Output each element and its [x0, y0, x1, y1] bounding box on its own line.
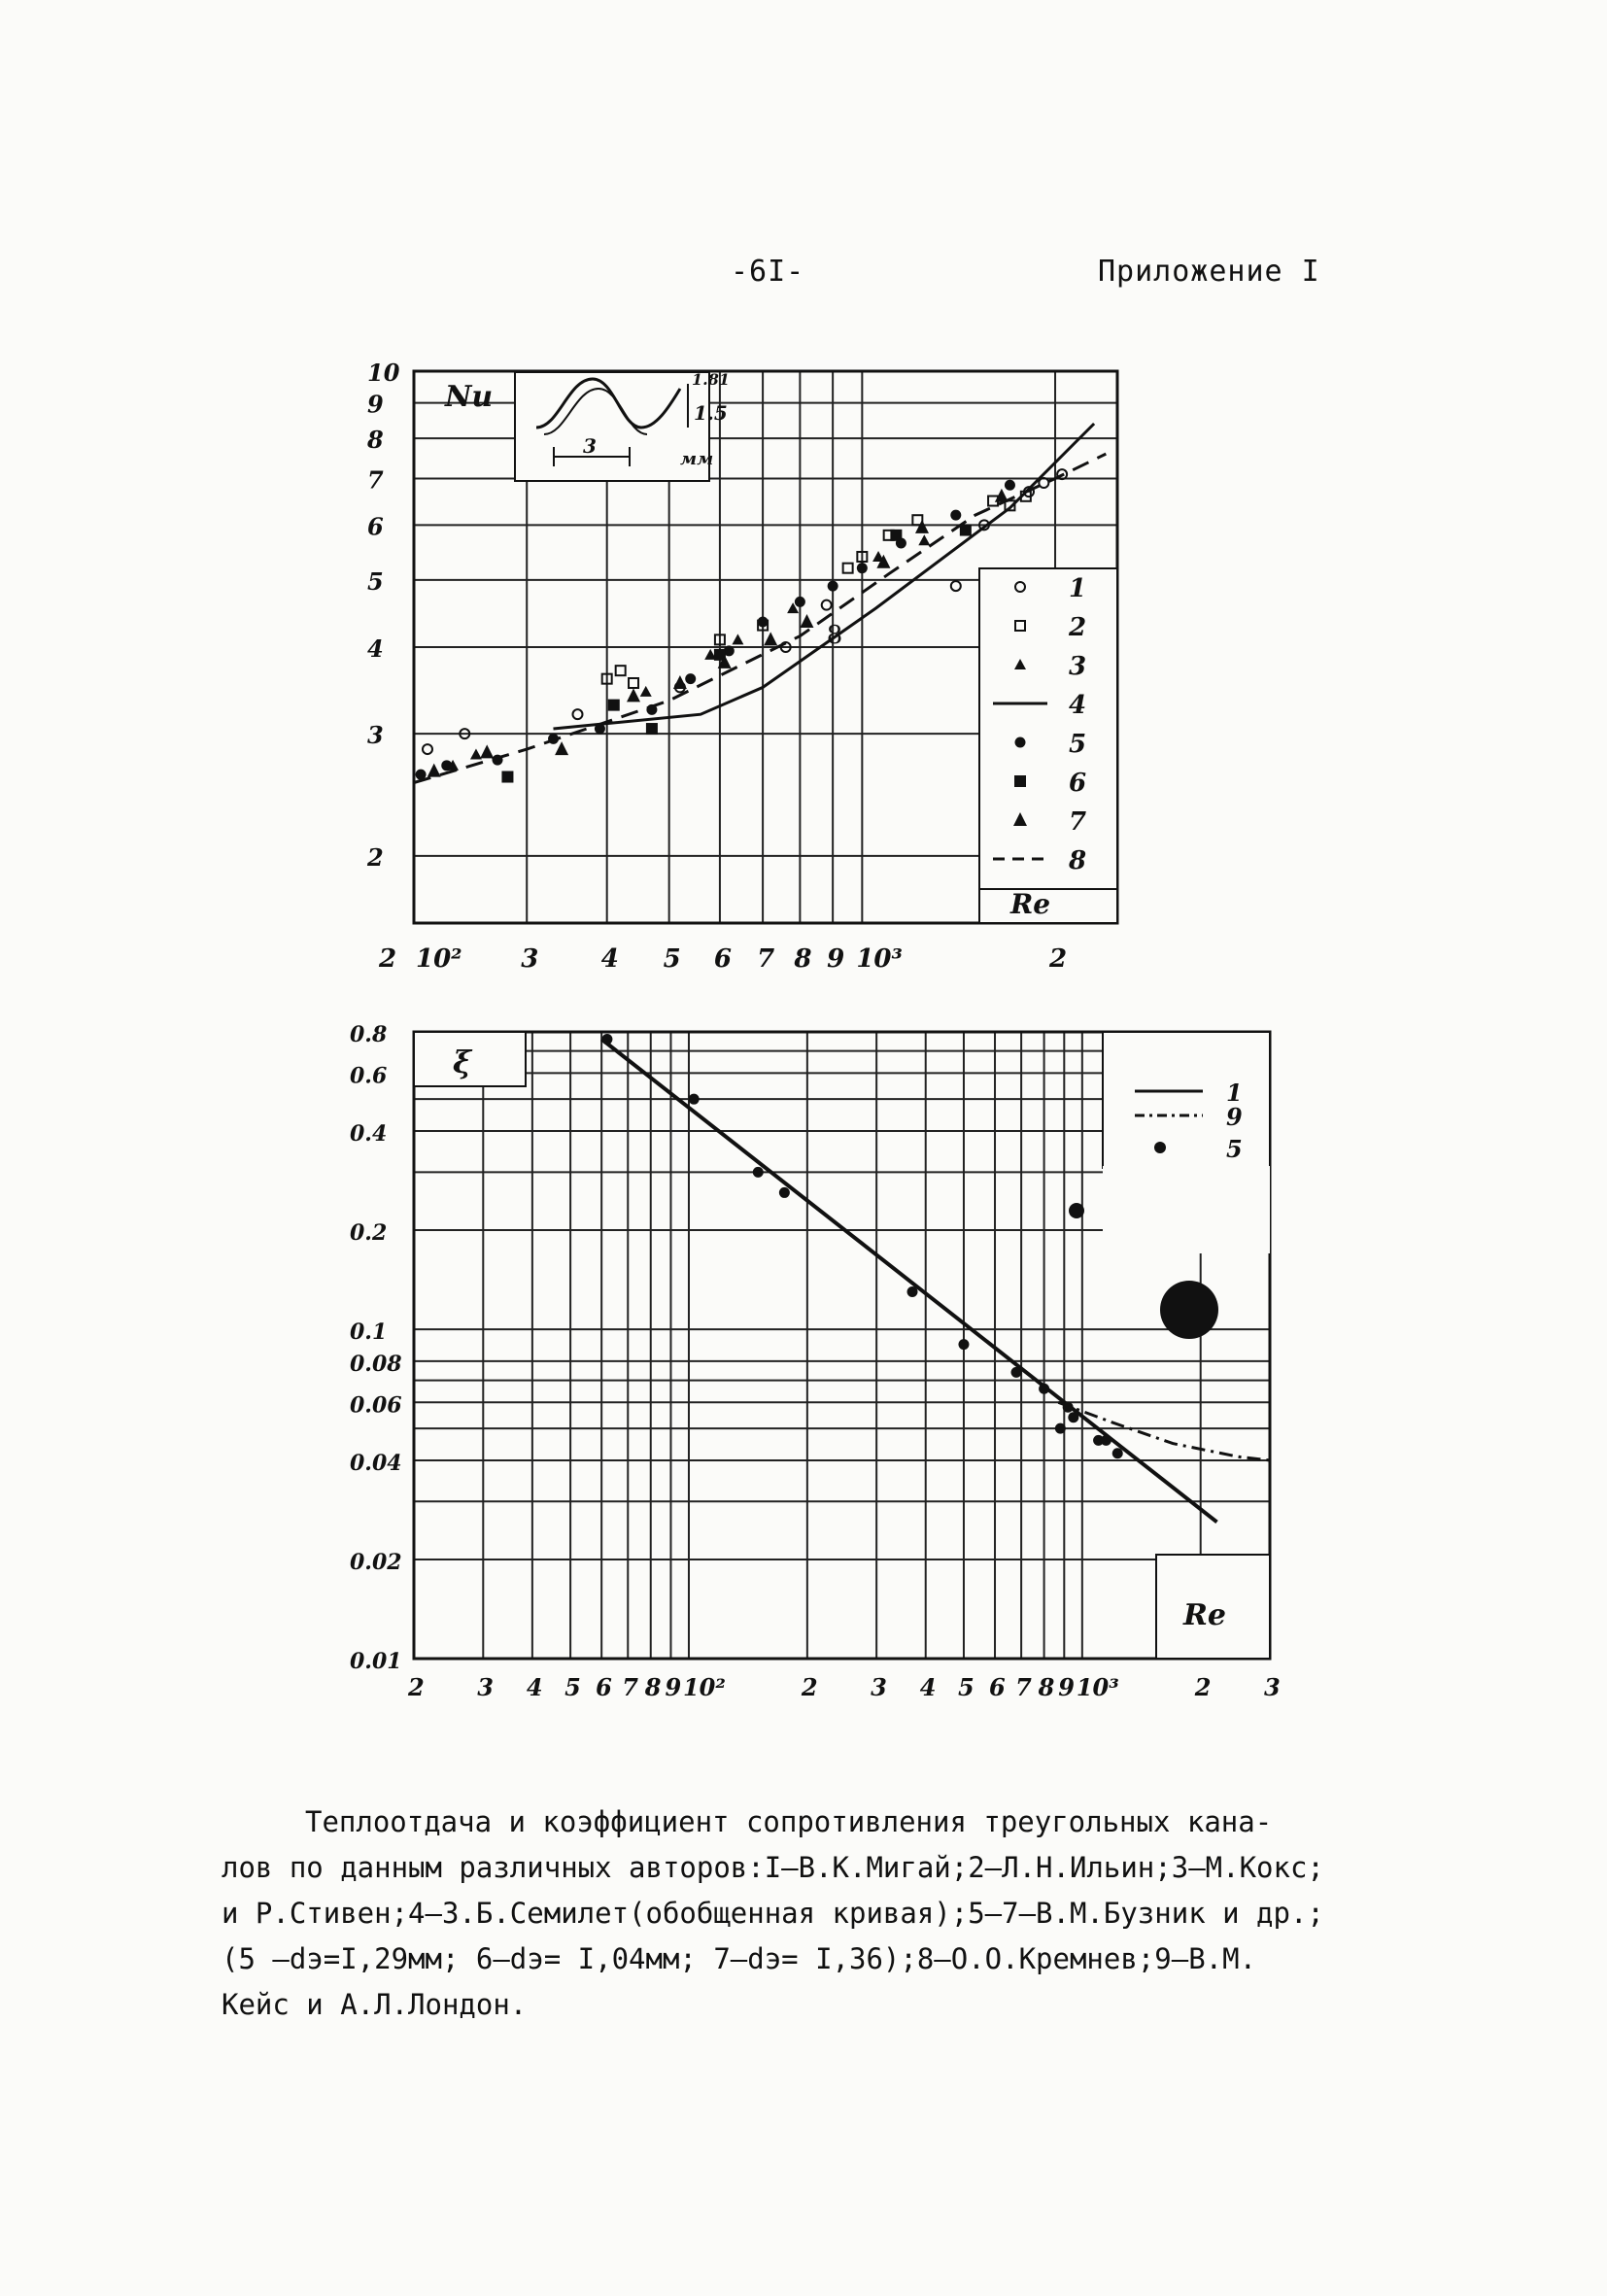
inset-dimension-b: 1.5: [694, 401, 728, 425]
data-point-series-5: [416, 770, 427, 780]
legend-marker: [1154, 1142, 1166, 1153]
data-point-series-5: [753, 1167, 764, 1178]
data-point-series-7: [555, 741, 568, 755]
data-point-series-7: [673, 675, 687, 689]
x-tick-label: 10²: [416, 944, 462, 974]
inset-dimension-a: 3: [583, 434, 597, 458]
appendix-label: Приложение I: [1098, 255, 1320, 289]
x-tick-label: 3: [521, 944, 539, 974]
legend-box-fill: [1103, 1166, 1270, 1253]
data-point-series-5: [1039, 1384, 1049, 1394]
y-tick-label: 0.1: [350, 1319, 388, 1346]
data-point-series-7: [764, 632, 777, 645]
page-number: -6I-: [731, 255, 805, 289]
data-point-series-2: [843, 564, 853, 573]
data-point-series-7: [800, 614, 813, 628]
data-point-series-5: [795, 597, 805, 607]
x-tick-label: 5: [564, 1673, 581, 1701]
ink-dot: [1069, 1203, 1084, 1218]
figure-caption: [222, 1799, 1426, 2028]
x-axis-label: Re: [1010, 888, 1051, 920]
data-point-series-6: [608, 700, 620, 711]
x-axis-label: Re: [1183, 1598, 1227, 1632]
caption-line: Теплоотдача и коэффициент сопротивления треугольных кана-: [305, 1805, 1273, 1838]
legend-label: 5: [1069, 730, 1087, 759]
x-tick-label: 5: [957, 1673, 974, 1701]
legend-label: 5: [1226, 1135, 1243, 1163]
y-tick-label: 0.6: [350, 1063, 388, 1089]
x-tick-label: 6: [713, 944, 733, 974]
data-point-series-5: [1068, 1412, 1078, 1422]
data-point-series-1: [822, 600, 832, 610]
legend-label: 4: [1069, 691, 1087, 720]
data-point-series-2: [629, 678, 638, 688]
x-tick-label: 6: [596, 1673, 612, 1701]
x-tick-label: 2: [1049, 944, 1068, 974]
y-tick-label: 0.4: [350, 1121, 388, 1148]
data-point-series-5: [548, 734, 559, 744]
data-point-series-6: [646, 723, 658, 735]
x-tick-label: 2: [1194, 1673, 1212, 1701]
y-tick-label: 0.01: [350, 1649, 402, 1674]
x-tick-label: 7: [757, 944, 775, 974]
data-point-series-1: [572, 709, 582, 719]
x-tick-label: 2: [408, 1673, 425, 1701]
data-point-series-5: [595, 724, 605, 735]
data-point-series-5: [857, 563, 868, 573]
x-tick-label: 8: [1038, 1673, 1055, 1701]
data-point-series-7: [427, 764, 441, 777]
y-tick-label: 0.8: [350, 1022, 388, 1047]
legend-label: 2: [1069, 613, 1087, 642]
data-point-series-5: [685, 673, 696, 684]
inset-unit: мм: [680, 449, 714, 469]
data-point-series-5: [1112, 1448, 1123, 1458]
y-tick-label: 0.02: [350, 1549, 402, 1575]
data-point-series-6: [960, 525, 972, 536]
data-point-series-1: [423, 744, 432, 754]
x-tick-label: 10²: [682, 1673, 726, 1701]
y-tick-label: 0.08: [350, 1351, 402, 1377]
x-tick-label: 4: [919, 1673, 937, 1701]
data-point-series-5: [907, 1286, 918, 1297]
data-point-series-3: [470, 749, 482, 760]
data-point-series-7: [480, 744, 494, 758]
y-tick-label: 7: [367, 465, 384, 495]
x-tick-label: 3: [1264, 1673, 1281, 1701]
data-point-series-5: [950, 510, 961, 521]
data-point-series-5: [1055, 1423, 1066, 1434]
data-point-series-5: [1101, 1435, 1111, 1446]
x-tick-label: 5: [663, 944, 681, 974]
y-tick-label: 5: [367, 566, 384, 596]
x-tick-label: 9: [827, 944, 845, 974]
legend-label: 8: [1069, 846, 1087, 875]
y-tick-label: 0.04: [350, 1450, 402, 1476]
x-tick-label: 6: [989, 1673, 1006, 1701]
legend-label: 9: [1226, 1103, 1243, 1131]
y-tick-label: 0.2: [350, 1220, 388, 1247]
legend-label: 1: [1226, 1079, 1243, 1107]
data-point-series-5: [646, 704, 657, 715]
data-point-series-5: [958, 1339, 969, 1350]
x-tick-label: 2: [801, 1673, 818, 1701]
data-point-series-5: [758, 617, 769, 628]
data-point-series-5: [779, 1187, 790, 1198]
data-point-series-5: [689, 1094, 700, 1105]
data-point-series-5: [828, 581, 838, 592]
y-tick-label: 9: [367, 390, 384, 419]
data-point-series-6: [501, 771, 513, 783]
x-tick-label: 4: [526, 1673, 543, 1701]
y-tick-label: 0.06: [350, 1392, 402, 1419]
data-point-series-5: [493, 755, 503, 766]
x-tick-label: 2: [379, 944, 397, 974]
x-tick-label: 10³: [856, 944, 903, 974]
data-point-series-5: [1011, 1367, 1022, 1378]
data-point-series-5: [1063, 1402, 1074, 1413]
data-point-series-7: [627, 688, 640, 702]
data-point-series-3: [732, 634, 743, 644]
data-point-series-7: [915, 520, 929, 533]
data-point-series-5: [1005, 480, 1015, 491]
x-tick-label: 8: [794, 944, 812, 974]
legend-label: 1: [1069, 574, 1087, 603]
caption-line: и Р.Стивен;4–З.Б.Семилет(обобщенная кривая);5–7–В.М.Бузник и др.;: [222, 1897, 1324, 1930]
data-point-series-5: [601, 1034, 612, 1045]
y-axis-label: Nu: [445, 380, 494, 414]
x-tick-label: 7: [622, 1673, 638, 1701]
x-tick-label: 3: [871, 1673, 887, 1701]
data-point-series-1: [951, 581, 961, 591]
series-line-9: [1058, 1402, 1270, 1460]
legend-box: [979, 568, 1117, 923]
data-point-series-2: [616, 666, 626, 675]
y-tick-label: 10: [367, 359, 400, 387]
curve-label-8: 8: [826, 621, 843, 651]
legend-box: [1103, 1032, 1270, 1168]
inset-dimension-top: 1.81: [692, 370, 730, 389]
legend-label: 3: [1069, 652, 1087, 681]
legend-label: 7: [1069, 807, 1087, 837]
x-tick-label: 3: [477, 1673, 494, 1701]
y-tick-label: 6: [367, 512, 384, 541]
x-tick-label: 9: [665, 1673, 682, 1701]
ink-blot: [1160, 1281, 1218, 1339]
legend-marker: [1014, 775, 1026, 787]
data-point-series-5: [441, 760, 452, 771]
y-axis-label: ξ: [453, 1044, 471, 1080]
legend-label: 6: [1069, 769, 1087, 798]
x-tick-label: 10³: [1076, 1673, 1119, 1701]
caption-line: лов по данным различных авторов:I–В.К.Мигай;2–Л.Н.Ильин;3–М.Кокс;: [222, 1851, 1324, 1884]
data-point-series-3: [918, 534, 930, 545]
caption-line: Кейс и А.Л.Лондон.: [222, 1988, 528, 2021]
y-tick-label: 3: [367, 721, 384, 750]
x-tick-label: 4: [600, 944, 619, 974]
legend-marker: [1015, 737, 1026, 748]
x-tick-label: 9: [1058, 1673, 1076, 1701]
caption-line: (5 –dэ=I,29мм; 6–dэ= I,04мм; 7–dэ= I,36);8–О.О.Кремнев;9–В.М.: [222, 1942, 1257, 1975]
x-tick-label: 8: [644, 1673, 662, 1701]
y-tick-label: 8: [367, 426, 384, 455]
y-tick-label: 4: [367, 634, 384, 663]
x-tick-label: 7: [1015, 1673, 1032, 1701]
data-point-series-6: [890, 530, 902, 541]
y-tick-label: 2: [367, 842, 384, 872]
data-point-series-3: [640, 686, 652, 697]
